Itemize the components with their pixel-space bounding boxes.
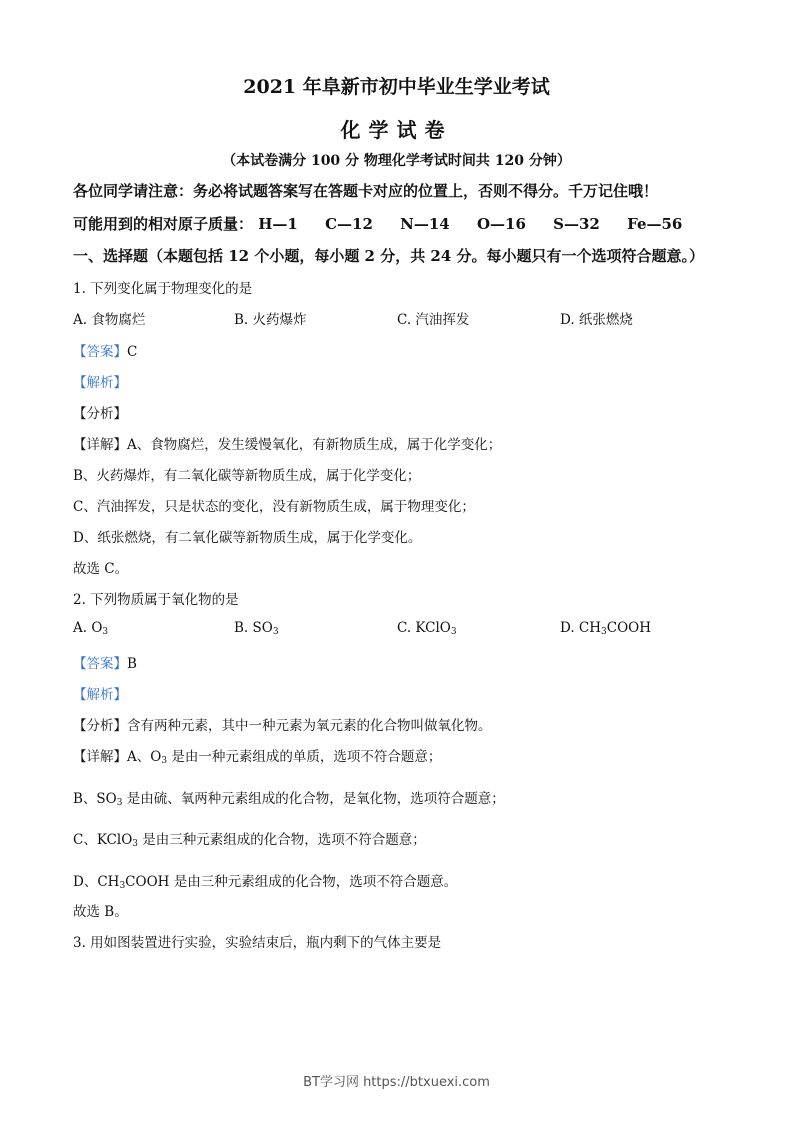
mass-h: H—1	[258, 215, 298, 233]
detail-tag: 【详解】	[73, 749, 127, 765]
q1-option-b: B. 火药爆炸	[234, 312, 307, 328]
answer-value: C	[127, 344, 138, 360]
q1-option-a: A. 食物腐烂	[73, 312, 146, 328]
detail-text: D、CH	[73, 874, 120, 890]
formula-text: D. CH	[560, 620, 602, 636]
q1-option-d: D. 纸张燃烧	[560, 312, 633, 328]
mass-n: N—14	[400, 215, 450, 233]
detail-text: 是由硫、氧两种元素组成的化合物，是氧化物，选项符合题意；	[122, 791, 505, 807]
q2-detail-3	[73, 828, 426, 849]
answer-value: B	[127, 656, 137, 672]
detail-tag: 【详解】	[73, 437, 127, 453]
question-1-stem: 1. 下列变化属于物理变化的是	[73, 281, 253, 297]
detail-text: COOH 是由三种元素组成的化合物，选项不符合题意。	[125, 874, 458, 890]
question-3-stem: 3. 用如图装置进行实验，实验结束后，瓶内剩下的气体主要是	[73, 935, 442, 951]
q2-detail-2	[73, 787, 505, 808]
detail-text: 是由三种元素组成的化合物，选项不符合题意；	[138, 832, 426, 848]
q2-detail-1	[73, 745, 441, 766]
q2-option-d	[560, 620, 651, 637]
q1-option-c: C. 汽油挥发	[397, 312, 470, 328]
q1-detail-2: B、火药爆炸，有二氧化碳等新物质生成，属于化学变化；	[73, 468, 421, 484]
q1-detail-4: D、纸张燃烧，有二氧化碳等新物质生成，属于化学变化。	[73, 530, 422, 546]
formula-subscript: 3	[601, 627, 607, 637]
exam-title: 2021 年阜新市初中毕业生学业考试	[243, 76, 550, 98]
q1-detail-1	[73, 433, 501, 453]
fenxi-tag: 【分析】	[73, 718, 127, 734]
detail-text: 是由一种元素组成的单质，选项不符合题意；	[167, 749, 442, 765]
detail-text: A、食物腐烂，发生缓慢氧化，有新物质生成，属于化学变化；	[127, 437, 502, 453]
subject-title: 化学试卷	[340, 118, 453, 142]
formula-text: COOH	[606, 620, 652, 636]
detail-text: A、O	[127, 749, 162, 765]
formula-subscript: 3	[272, 627, 279, 637]
footer-watermark: BT学习网 https://btxuexi.com	[303, 1075, 490, 1090]
formula-text: B. SO	[234, 620, 273, 636]
formula-subscript: 3	[102, 627, 109, 637]
answer-tag: 【答案】	[73, 344, 127, 360]
formula-text: C. KClO	[397, 620, 451, 636]
detail-text: B、SO	[73, 791, 117, 807]
fenxi-text: 含有两种元素，其中一种元素为氧元素的化合物叫做氧化物。	[127, 718, 492, 734]
formula-subscript: 3	[450, 627, 457, 637]
question-2-stem: 2. 下列物质属于氧化物的是	[73, 592, 239, 608]
mass-c: C—12	[325, 215, 373, 233]
q1-fenxi: 【分析】	[73, 406, 127, 422]
answer-tag: 【答案】	[73, 656, 127, 672]
mass-fe: Fe—56	[627, 215, 683, 233]
instructions: 各位同学请注意：务必将试题答案写在答题卡对应的位置上，否则不得分。千万记住哦！	[73, 182, 659, 200]
section-heading: 一、选择题（本题包括 12 个小题，每小题 2 分，共 24 分。每小题只有一个选项符合题意。）	[73, 247, 705, 265]
formula-text: A. O	[73, 620, 103, 636]
mass-s: S—32	[553, 215, 600, 233]
detail-text: C、KClO	[73, 832, 133, 848]
atomic-mass-line	[73, 213, 682, 234]
q1-detail-3: C、汽油挥发，只是状态的变化，没有新物质生成，属于物理变化；	[73, 499, 475, 515]
exam-note: （本试卷满分 100 分 物理化学考试时间共 120 分钟）	[222, 153, 571, 169]
atomic-mass-label: 可能用到的相对原子质量：	[73, 215, 254, 233]
q2-analysis-tag: 【解析】	[73, 687, 127, 703]
q1-answer	[73, 340, 137, 360]
q2-option-b	[234, 620, 279, 637]
formula-subscript: 3	[119, 881, 126, 891]
q2-conclusion: 故选 B。	[73, 904, 128, 920]
q1-analysis-tag: 【解析】	[73, 375, 127, 391]
mass-o: O—16	[476, 215, 526, 233]
q2-answer	[73, 652, 137, 672]
formula-subscript: 3	[116, 798, 123, 808]
formula-subscript: 3	[161, 756, 168, 766]
q2-option-a	[73, 620, 108, 637]
q1-conclusion: 故选 C。	[73, 561, 129, 577]
q2-detail-4	[73, 870, 457, 891]
q2-fenxi	[73, 714, 492, 734]
q2-option-c	[397, 620, 457, 637]
formula-subscript: 3	[132, 839, 139, 849]
